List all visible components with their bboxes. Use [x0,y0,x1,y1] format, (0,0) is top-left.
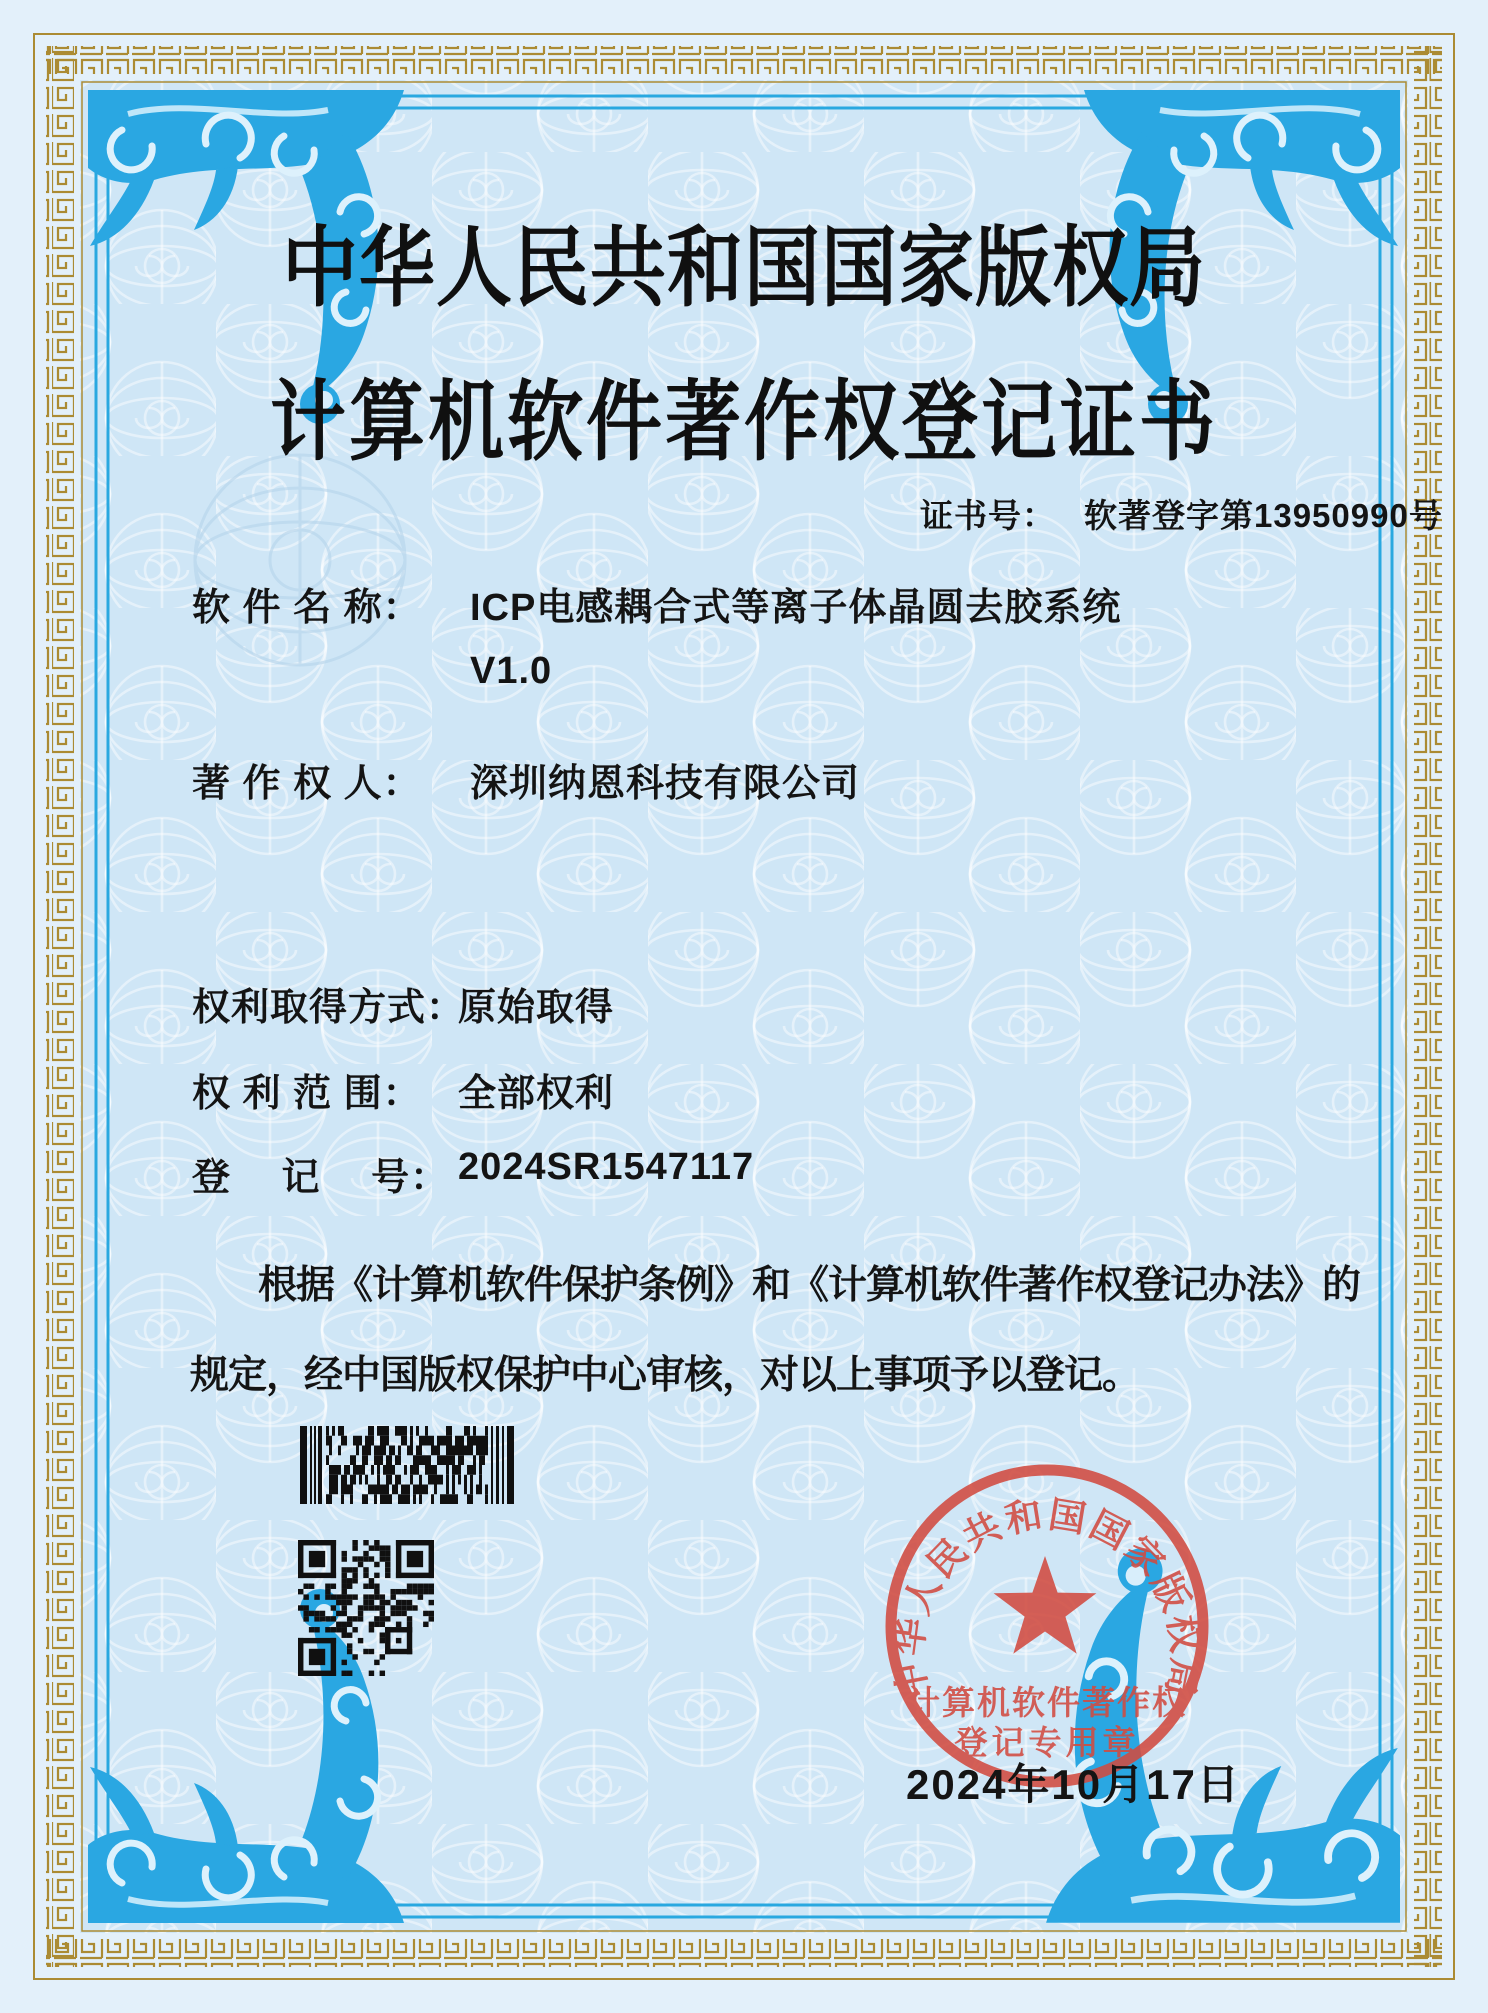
seal-line1: 计算机软件著作权 [907,1684,1187,1721]
field-label-registration-number: 登 记 号： [192,1157,450,1199]
field-value-software-name: ICP电感耦合式等离子体晶圆去胶系统 [470,587,1122,629]
statement-line2: 规定，经中国版权保护中心审核，对以上事项予以登记。 [190,1354,1141,1397]
page-title-line2: 计算机软件著作权登记证书 [270,373,1218,472]
field-value-registration-number: 2024SR1547117 [458,1146,755,1188]
field-value-software-version: V1.0 [470,650,553,692]
field-label-rights-scope: 权 利 范 围： [192,1073,422,1115]
statement-line1: 根据《计算机软件保护条例》和《计算机软件著作权登记办法》的 [258,1264,1361,1307]
certificate-number-row [920,490,1443,537]
field-value-acquisition-method: 原始取得 [458,987,615,1029]
barcode [300,1426,514,1504]
official-seal [875,1452,1220,1797]
field-label-copyright-owner: 著 作 权 人： [192,763,422,805]
issue-date: 2024年10月17日 [906,1761,1241,1808]
page-title-line1: 中华人民共和国国家版权局 [282,219,1206,318]
field-value-rights-scope: 全部权利 [458,1073,615,1115]
qr-code [298,1540,434,1676]
field-label-acquisition-method: 权利取得方式： [192,987,466,1029]
seal-ring-text: 中华人民共和国国家版权局 [887,1493,1207,1703]
certificate-number-value: 软著登字第13950990号 [1084,497,1443,534]
field-value-copyright-owner: 深圳纳恩科技有限公司 [470,763,861,805]
seal-line2: 登记专用章 [954,1724,1140,1761]
certificate-number-label: 证书号： [920,497,1056,534]
seal-star-icon [994,1556,1097,1654]
field-label-software-name: 软 件 名 称： [192,587,422,629]
